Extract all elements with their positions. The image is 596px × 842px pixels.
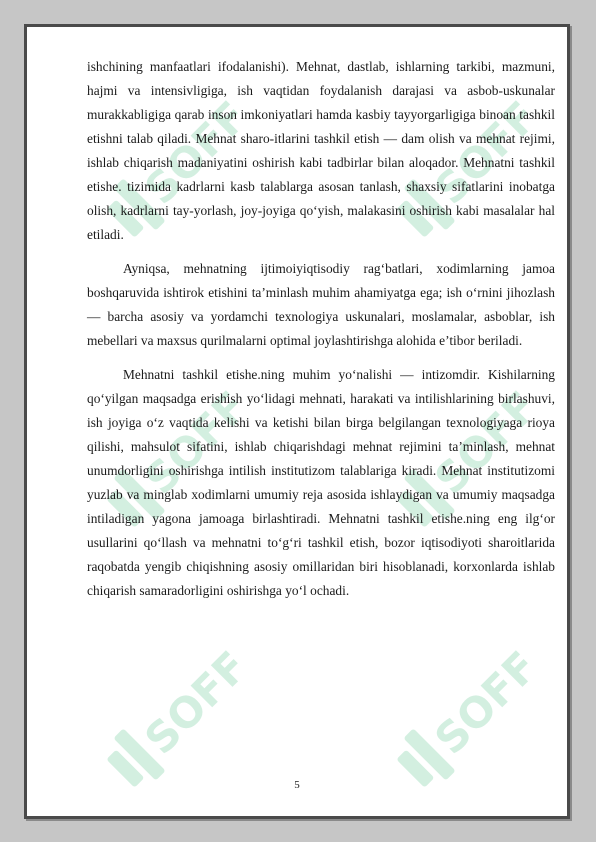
watermark-text: SOFF	[135, 381, 258, 504]
watermark-text: SOFF	[425, 381, 548, 504]
watermark-text: SOFF	[135, 91, 258, 214]
watermark-text: SOFF	[425, 641, 548, 764]
paragraph-2: Ayniqsa, mehnatning ijtimoiyiqtisodiy rag‘batlari, xodimlarning jamoa boshqaruvida ishtirok etishini ta’minlash muhim ahamiyatga ega; ish o‘rnini jihozlash — barcha asosiy va yordamchi texnologiya uskunalari, moslamalar, asboblar, ish mebellari va maxsus qurilmalarni optimal joylashtirishga alohida e’tibor beriladi.	[87, 261, 555, 348]
page-number: 5	[294, 779, 300, 791]
document-page	[24, 24, 570, 819]
paragraph-3: Mehnatni tashkil etishe.ning muhim yo‘nalishi — intizomdir. Kishilarning qo‘yilgan maqsadga erishish yo‘lidagi mehnati, harakati va intilishlarining birlashuvi, ish joyiga o‘z vaqtida kelishi va ketishi bilan birga belgilangan texnologiyaga rioya qilishi, mahsulot sifatini, ishlab chiqarishdagi mehnat rejimini ta’minlash, mehnat unumdorligini oshirishga intilish institutizom talablariga kiradi. Mehnat institutizomi yuzlab va minglab xodimlarni umumiy reja asosida ishlaydigan va umumiy maqsadga intiladigan yagona jamoaga birlashtiradi. Mehnatni tashkil etishe.ning eng ilg‘or usullarini qo‘llash va mehnatni to‘g‘ri tashkil etish, bozor iqtisodiyoti sharoitlarida raqobatda yengib chiqishning asosiy omillaridan biri hisoblanadi, korxonlarda ishlab chiqarish samaradorligini oshirishga yo‘l ochadi.	[87, 367, 555, 598]
body-text	[87, 55, 555, 613]
watermark-text: SOFF	[425, 91, 548, 214]
paragraph-1: ishchining manfaatlari ifodalanishi). Mehnat, dastlab, ishlarning tarkibi, mazmuni, hajmi va intensivligiga, ish vaqtidan foydalanish darajasi va asbob-uskunalar murakkabligiga qarab inson imkoniyatlari hamda kasbiy tayyorgarligiga binoan tashkil etishni talab qiladi. Mehnat sharo-itlarini tashkil etish — dam olish va mehnat rejimi, ishlab chiqarish madaniyatini oshirish kabi tadbirlar bilan aloqador. Mehnatni tashkil etishe. tizimida kadrlarni kasb talablarga asosan tanlash, shaxsiy sifatlarini inobatga olish, kadrlarni tay-yorlash, joy-joyiga qo‘yish, malakasini oshirish kabi masalalar hal etiladi.	[87, 59, 555, 242]
watermark-text: SOFF	[135, 641, 258, 764]
